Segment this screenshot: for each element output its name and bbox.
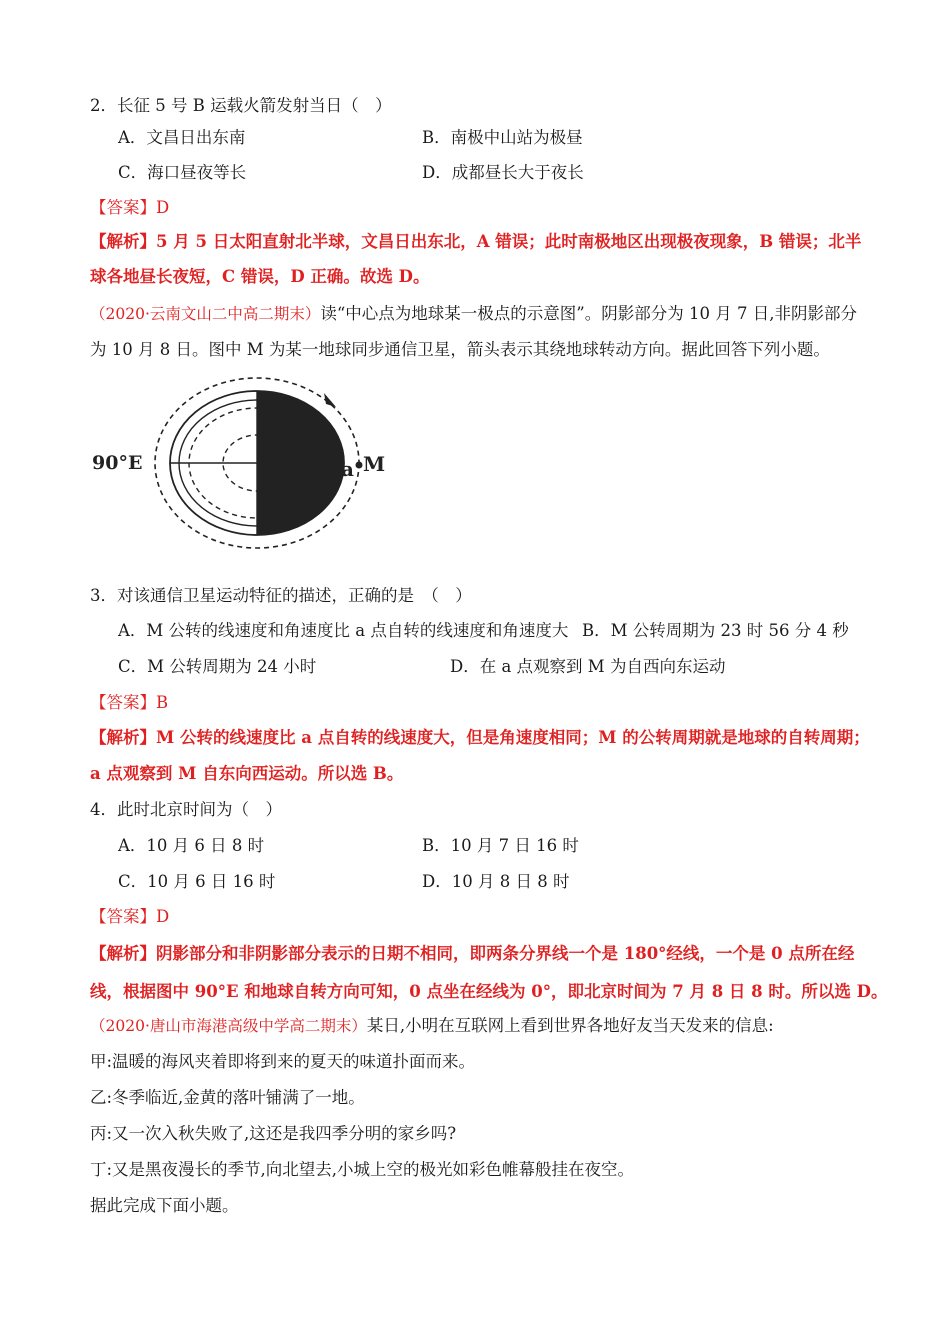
polar-diagram-svg [90,373,390,553]
q2-option-b: B．南极中山站为极昼 [422,128,583,147]
group1-intro-line-2: 为 10 月 8 日。图中 M 为某一地球同步通信卫星，箭头表示其绕地球转动方向。据此回答下列小题。 [90,340,830,359]
q3-analysis-line-1 [90,728,870,748]
group2-intro [90,1016,774,1036]
group2-closing: 据此完成下面小题。 [90,1196,239,1215]
q2-answer: 【答案】D [90,198,170,217]
q2-option-c: C．海口昼夜等长 [118,163,247,182]
analysis-label: 【解析】 [90,728,156,747]
q4-option-a: A．10 月 6 日 8 时 [118,836,265,855]
q3-stem: 3．对该通信卫星运动特征的描述，正确的是 （ ） [90,586,472,605]
message-ding: 丁:又是黑夜漫长的季节,向北望去,小城上空的极光如彩色帷幕般挂在夜空。 [90,1160,635,1179]
message-bing: 丙:又一次入秋失败了,这还是我四季分明的家乡吗? [90,1124,457,1143]
polar-diagram [90,373,390,553]
q4-option-b: B．10 月 7 日 16 时 [422,836,579,855]
q4-stem: 4．此时北京时间为（ ） [90,800,282,819]
q4-answer: 【答案】D [90,907,170,926]
q4-option-c: C．10 月 6 日 16 时 [118,872,276,891]
longitude-label: 90°E [92,452,143,474]
q2-analysis-line-2: 球各地昼长夜短，C 错误，D 正确。故选 D。 [90,267,430,286]
message-jia: 甲:温暖的海风夹着即将到来的夏天的味道扑面而来。 [90,1052,476,1071]
source-tag: （2020·云南文山二中高二期末） [90,305,321,323]
intro-text: 读“中心点为地球某一极点的示意图”。阴影部分为 10 月 7 日,非阴影部分 [320,304,857,323]
q3-option-c: C．M 公转周期为 24 小时 [118,657,317,676]
q2-option-d: D．成都昼长大于夜长 [422,163,584,182]
q3-option-a: A．M 公转的线速度和角速度比 a 点自转的线速度和角速度大 [118,621,569,640]
group1-intro-line-1 [90,304,857,324]
point-a-label: a [341,457,354,481]
analysis-label: 【解析】 [90,232,156,251]
point-m-label: M [363,452,386,476]
satellite-m-point [356,462,363,469]
analysis-label: 【解析】 [90,944,156,963]
message-yi: 乙:冬季临近,金黄的落叶铺满了一地。 [90,1088,365,1107]
analysis-text: 阴影部分和非阴影部分表示的日期不相同，即两条分界线一个是 180°经线，一个是 0 点所在经 [156,944,855,963]
q2-option-a: A．文昌日出东南 [118,128,246,147]
q3-option-b: B．M 公转周期为 23 时 56 分 4 秒 [582,621,849,640]
q2-analysis-line-1 [90,232,861,252]
orbit-direction-arrow-icon [324,393,336,407]
q2-stem: 2．长征 5 号 B 运载火箭发射当日（ ） [90,96,392,115]
q4-analysis-line-2: 线，根据图中 90°E 和地球自转方向可知，0 点坐在经线为 0°，即北京时间为 7 月 8 日 8 时。所以选 D。 [90,982,888,1001]
source-tag: （2020·唐山市海港高级中学高二期末） [90,1017,367,1035]
q4-option-d: D．10 月 8 日 8 时 [422,872,570,891]
q3-answer: 【答案】B [90,693,169,712]
q3-option-d: D．在 a 点观察到 M 为自西向东运动 [450,657,726,676]
q4-analysis-line-1 [90,944,854,964]
analysis-text: 5 月 5 日太阳直射北半球，文昌日出东北，A 错误；此时南极地区出现极夜现象，B 错误；北半 [156,232,862,251]
analysis-text: M 公转的线速度比 a 点自转的线速度大，但是角速度相同；M 的公转周期就是地球的自转周期； [156,728,870,747]
intro-text: 某日,小明在互联网上看到世界各地好友当天发来的信息: [366,1016,774,1035]
q3-analysis-line-2: a 点观察到 M 自东向西运动。所以选 B。 [90,764,404,783]
